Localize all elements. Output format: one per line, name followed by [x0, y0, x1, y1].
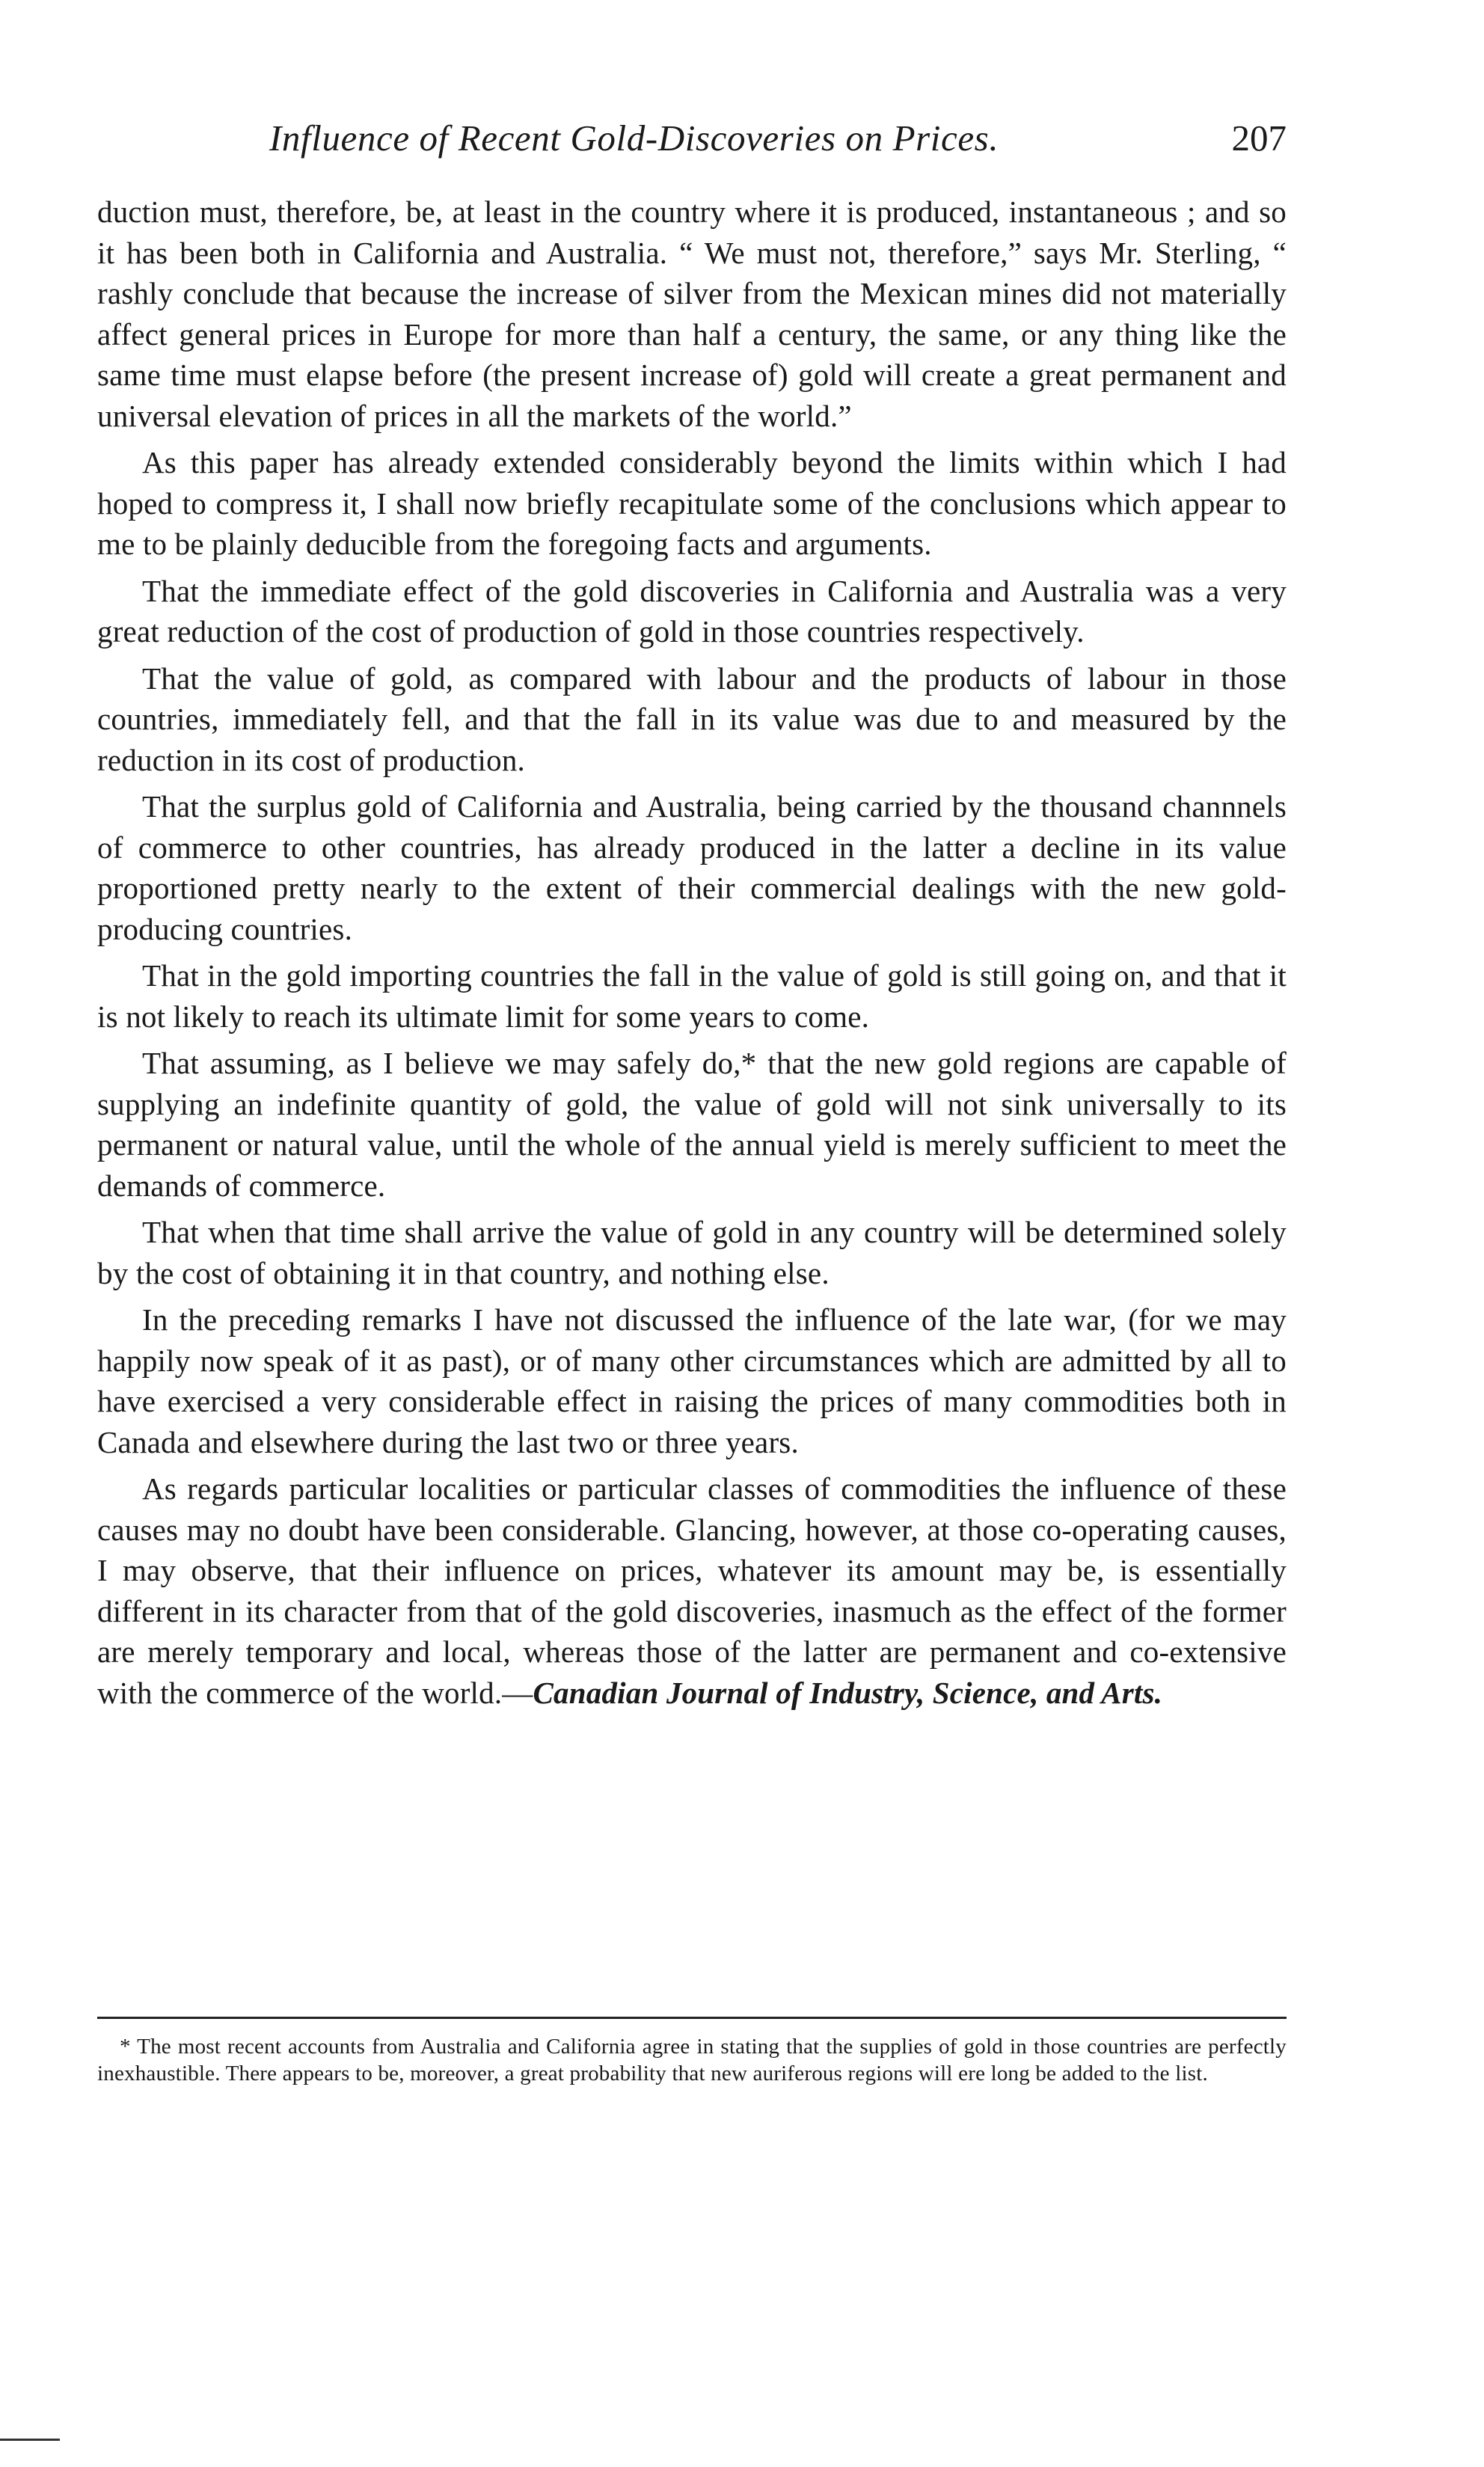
- paragraph-continued: duction must, therefore, be, at least in the country where it is produced, instantaneous ; and so it has been both in California and Australia. “ We must not, therefore,” says Mr. Sterling, “ rashly conclude that because the increase of silver from the Mexican mines did not materially affect general prices in Europe for more than half a century, the same, or any thing like the same time must elapse before (the present increase of) gold will create a great permanent and universal elevation of prices in all the markets of the world.”: [97, 194, 1287, 433]
- paragraph-conclusion-3: That the surplus gold of California and Australia, being carried by the thousand channnels of commerce to other countries, has already produced in the latter a decline in its value proportioned pretty nearly to the extent of their commercial dealings with the new gold-producing countries.: [97, 789, 1287, 946]
- paragraph-final-text: As regards particular localities or particular classes of commodities the influence of these causes may no doubt have been considerable. Glancing, however, at those co-operating causes, I may observe, that their influence on prices, whatever its amount may be, is essentially different in its character from that of the gold discoveries, inasmuch as the effect of the former are merely temporary and local, whereas those of the latter are permanent and co-extensive with the commerce of the world.—: [97, 1471, 1287, 1710]
- page-edge-mark: [0, 2439, 60, 2441]
- paragraph-conclusion-2: That the value of gold, as compared with labour and the products of labour in those countries, immediately fell, and that the fall in its value was due to and measured by the reduction in its cost of production.: [97, 661, 1287, 777]
- paragraph-conclusion-4: That in the gold importing countries the fall in the value of gold is still going on, and that it is not likely to reach its ultimate limit for some years to come.: [97, 958, 1287, 1034]
- paragraph-conclusion-1: That the immediate effect of the gold discoveries in California and Australia was a very great reduction of the cost of production of gold in those countries respectively.: [97, 573, 1287, 649]
- paragraph-conclusion-6: That when that time shall arrive the value of gold in any country will be determined solely by the cost of obtaining it in that country, and nothing else.: [97, 1215, 1287, 1290]
- paragraph-other-influences: In the preceding remarks I have not discussed the influence of the late war, (for we may happily now speak of it as past), or of many other circumstances which are admitted by all to have exercised a very considerable effect in raising the prices of many commodities both in Canada and elsewhere during the last two or three years.: [97, 1302, 1287, 1459]
- footnote: * The most recent accounts from Australia and California agree in stating that the supplies of gold in those countries are perfectly inexhaustible. There appears to be, moreover, a great probability that new auriferous regions will ere long be added to the list.: [97, 2035, 1287, 2086]
- paragraph-recapitulation: As this paper has already extended considerably beyond the limits within which I had hoped to compress it, I shall now briefly recapitulate some of the conclusions which appear to me to be plainly deducible from the foregoing facts and arguments.: [97, 445, 1287, 561]
- paragraph-final: [97, 1468, 1287, 1713]
- source-citation: Canadian Journal of Industry, Science, and Arts.: [533, 1675, 1163, 1710]
- paragraph-conclusion-5: That assuming, as I believe we may safely do,* that the new gold regions are capable of supplying an indefinite quantity of gold, the value of gold will not sink universally to its permanent or natural value, until the whole of the annual yield is merely sufficient to meet the demands of commerce.: [97, 1046, 1287, 1203]
- page-number: 207: [1231, 117, 1287, 159]
- running-head: [269, 112, 1287, 172]
- article-body: [97, 191, 1287, 2017]
- running-title: Influence of Recent Gold-Discoveries on Prices.: [269, 117, 999, 159]
- footnote-divider: [97, 2017, 1287, 2019]
